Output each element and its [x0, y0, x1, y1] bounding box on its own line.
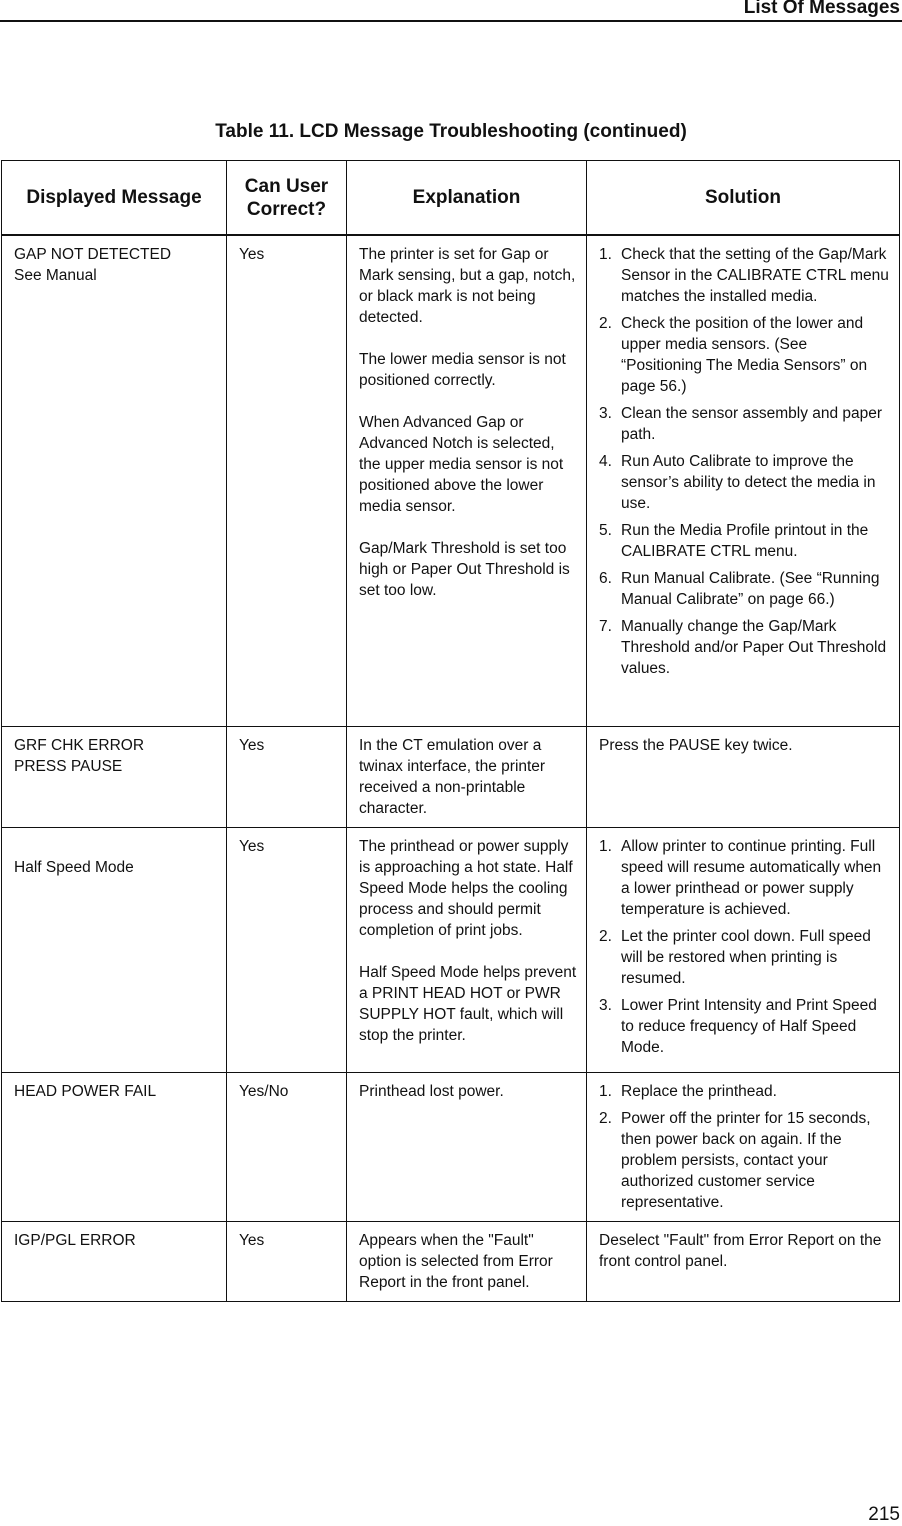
explanation-paragraph: The printer is set for Gap or Mark sensing, but a gap, notch, or black mark is not being detected. [359, 246, 576, 326]
can-user-correct-cell: Yes [227, 827, 347, 1072]
explanation-paragraph: Appears when the "Fault" option is selected from Error Report in the front panel. [359, 1231, 553, 1291]
column-header-solution: Solution [587, 161, 900, 236]
solution-cell: Press the PAUSE key twice. [587, 726, 900, 827]
can-user-correct-cell: Yes/No [227, 1072, 347, 1221]
explanation-cell [347, 827, 587, 1072]
solution-step: 6. Run Manual Calibrate. (See “Running Manual Calibrate” on page 66.) [599, 570, 880, 608]
message-cell [2, 726, 227, 827]
message-line: IGP/PGL ERROR [14, 1231, 136, 1249]
column-header-can-user-correct: Can User Correct? [227, 161, 347, 236]
solution-step: 3. Lower Print Intensity and Print Speed to reduce frequency of Half Speed Mode. [599, 996, 877, 1056]
message-line: GRF CHK ERROR [14, 736, 145, 754]
column-header-explanation: Explanation [347, 161, 587, 236]
table-row [2, 1221, 900, 1301]
message-cell [2, 1072, 227, 1221]
solution-cell [587, 1072, 900, 1221]
explanation-paragraph: Gap/Mark Threshold is set too high or Paper Out Threshold is set too low. [359, 540, 570, 599]
solution-steps [599, 244, 891, 679]
solution-steps [599, 836, 891, 1058]
table-row [2, 235, 900, 726]
troubleshooting-table [1, 160, 900, 1302]
can-user-correct-cell: Yes [227, 235, 347, 726]
table-row [2, 827, 900, 1072]
solution-step: 1. Check that the setting of the Gap/Mark Sensor in the CALIBRATE CTRL menu matches the installed media. [599, 246, 889, 305]
solution-step: 5. Run the Media Profile printout in the CALIBRATE CTRL menu. [599, 522, 869, 560]
message-line: PRESS PAUSE [14, 757, 123, 775]
solution-step: 1. Allow printer to continue printing. Full speed will resume automatically when a lower printhead or power supply temperature is achieved. [599, 837, 882, 918]
message-cell [2, 827, 227, 1072]
message-line: Half Speed Mode [14, 858, 134, 876]
explanation-cell [347, 1072, 587, 1221]
can-user-correct-cell: Yes [227, 726, 347, 827]
column-header-message: Displayed Message [2, 161, 227, 236]
can-user-correct-cell: Yes [227, 1221, 347, 1301]
solution-step: 1. Replace the printhead. [599, 1082, 777, 1100]
solution-cell: Deselect "Fault" from Error Report on the front control panel. [587, 1221, 900, 1301]
explanation-paragraph: Printhead lost power. [359, 1082, 504, 1100]
explanation-paragraph: The printhead or power supply is approaching a hot state. Half Speed Mode helps the cooling process and should permit completion of print jobs. [359, 837, 573, 939]
message-line: HEAD POWER FAIL [14, 1082, 157, 1100]
table-header-row [2, 161, 900, 236]
explanation-paragraph: When Advanced Gap or Advanced Notch is selected, the upper media sensor is not positioned above the lower media sensor. [359, 414, 564, 515]
explanation-paragraph: The lower media sensor is not positioned correctly. [359, 351, 566, 389]
solution-step: 4. Run Auto Calibrate to improve the sensor’s ability to detect the media in use. [599, 453, 876, 512]
table-row [2, 726, 900, 827]
explanation-cell [347, 235, 587, 726]
explanation-cell [347, 726, 587, 827]
solution-step: 3. Clean the sensor assembly and paper path. [599, 405, 883, 443]
message-line: GAP NOT DETECTED [14, 246, 172, 263]
solution-step: 2. Let the printer cool down. Full speed will be restored when printing is resumed. [599, 927, 871, 987]
explanation-cell [347, 1221, 587, 1301]
page-number: 215 [868, 1504, 900, 1525]
solution-cell [587, 827, 900, 1072]
solution-step: 2. Power off the printer for 15 seconds, then power back on again. If the problem persists, contact your authorized customer service representative. [599, 1109, 871, 1211]
solution-step: 2. Check the position of the lower and upper media sensors. (See “Positioning The Media Sensors” on page 56.) [599, 315, 868, 395]
table-row [2, 1072, 900, 1221]
message-cell [2, 1221, 227, 1301]
explanation-paragraph: In the CT emulation over a twinax interface, the printer received a non-printable character. [359, 736, 546, 817]
solution-step: 7. Manually change the Gap/Mark Threshold and/or Paper Out Threshold values. [599, 618, 887, 677]
section-title: List Of Messages [743, 0, 900, 18]
message-cell [2, 235, 227, 726]
table-caption: Table 11. LCD Message Troubleshooting (continued) [215, 121, 687, 142]
message-line: See Manual [14, 267, 97, 284]
solution-cell [587, 235, 900, 726]
explanation-paragraph: Half Speed Mode helps prevent a PRINT HEAD HOT or PWR SUPPLY HOT fault, which will stop the printer. [359, 963, 577, 1044]
solution-steps [599, 1081, 891, 1213]
